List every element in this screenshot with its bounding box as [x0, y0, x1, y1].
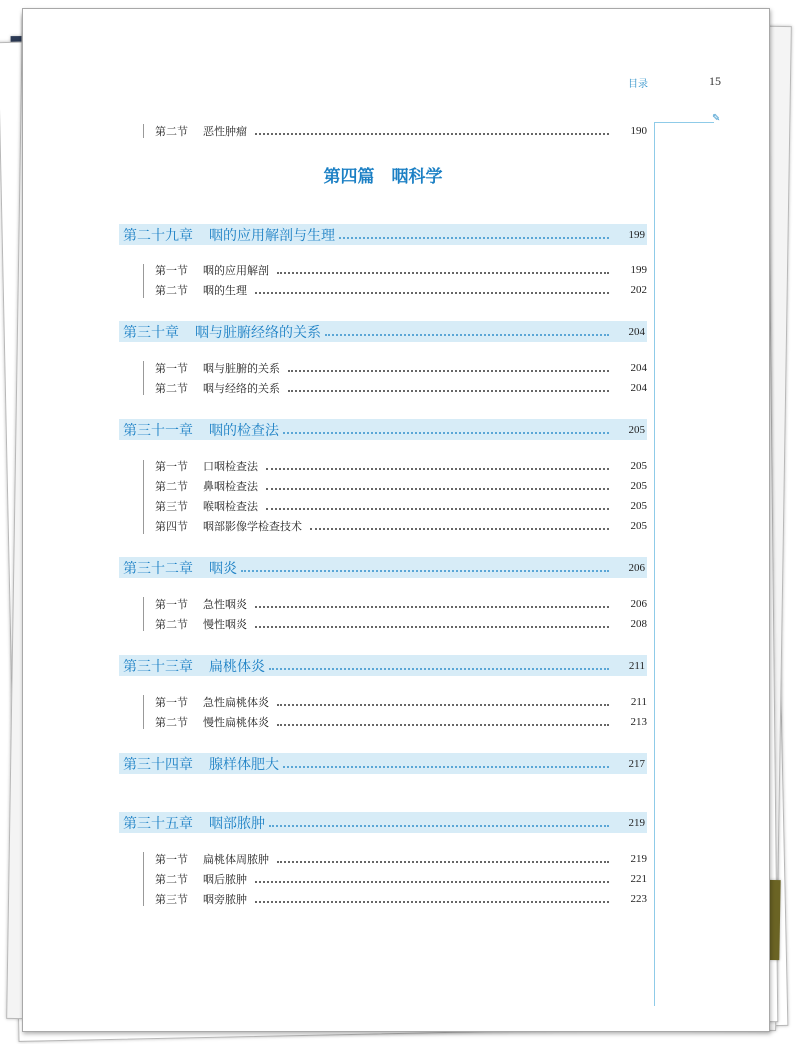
section-number: 第三节	[155, 893, 188, 906]
leader-dots	[277, 861, 609, 863]
leader-dots	[269, 668, 609, 670]
chapter-page: 204	[628, 325, 645, 338]
toc-section-entry[interactable]	[155, 379, 647, 397]
chapter-title: 咽的检查法	[209, 422, 279, 439]
section-number: 第二节	[155, 125, 188, 138]
leader-dots	[288, 390, 609, 392]
section-title: 慢性咽炎	[203, 618, 247, 631]
chapter-number: 第三十章	[123, 324, 179, 341]
section-number: 第二节	[155, 873, 188, 886]
section-bracket	[143, 361, 144, 395]
chapter-number: 第三十三章	[123, 658, 193, 675]
toc-section-entry[interactable]	[155, 457, 647, 475]
toc-chapter-entry[interactable]	[119, 224, 647, 245]
section-title: 扁桃体周脓肿	[203, 853, 269, 866]
section-page: 213	[630, 716, 647, 728]
leader-dots	[339, 237, 609, 239]
part-title: 第四篇 咽科学	[323, 167, 443, 187]
section-page: 204	[630, 382, 647, 394]
section-title: 咽后脓肿	[203, 873, 247, 886]
section-page: 205	[630, 460, 647, 472]
chapter-title: 咽部脓肿	[209, 815, 265, 832]
toc-section-entry[interactable]	[155, 477, 647, 495]
leader-dots	[283, 432, 609, 434]
leader-dots	[255, 901, 609, 903]
section-number: 第二节	[155, 284, 188, 297]
section-bracket	[143, 852, 144, 906]
section-page: 199	[630, 264, 647, 276]
leader-dots	[255, 133, 609, 135]
leader-dots	[277, 272, 609, 274]
section-title: 口咽检查法	[203, 460, 258, 473]
leader-dots	[283, 766, 609, 768]
chapter-page: 199	[628, 228, 645, 241]
section-page: 205	[630, 500, 647, 512]
section-number: 第一节	[155, 362, 188, 375]
section-title: 急性咽炎	[203, 598, 247, 611]
section-bracket	[143, 597, 144, 631]
toc-section-entry[interactable]	[155, 870, 647, 888]
section-title: 喉咽检查法	[203, 500, 258, 513]
section-page: 202	[630, 284, 647, 296]
section-title: 咽部影像学检查技术	[203, 520, 302, 533]
leader-dots	[255, 606, 609, 608]
pen-icon: ✎	[712, 113, 721, 124]
chapter-title: 咽与脏腑经络的关系	[195, 324, 321, 341]
chapter-title: 咽的应用解剖与生理	[209, 227, 335, 244]
section-number: 第一节	[155, 460, 188, 473]
section-page: 190	[630, 125, 647, 137]
chapter-page: 205	[628, 423, 645, 436]
toc-section-entry[interactable]	[155, 850, 647, 868]
chapter-page: 206	[628, 561, 645, 574]
chapter-number: 第三十一章	[123, 422, 193, 439]
page-number: 15	[709, 74, 721, 88]
section-page: 219	[630, 853, 647, 865]
section-title: 鼻咽检查法	[203, 480, 258, 493]
section-number: 第一节	[155, 598, 188, 611]
section-number: 第一节	[155, 264, 188, 277]
section-page: 223	[630, 893, 647, 905]
toc-section-entry[interactable]	[155, 713, 647, 731]
chapter-page: 211	[628, 659, 645, 672]
leader-dots	[325, 334, 609, 336]
toc-section-entry[interactable]	[155, 517, 647, 535]
leader-dots	[266, 508, 609, 510]
section-number: 第四节	[155, 520, 188, 533]
section-bracket	[143, 460, 144, 534]
leader-dots	[241, 570, 609, 572]
section-title: 咽的生理	[203, 284, 247, 297]
section-number: 第一节	[155, 853, 188, 866]
margin-rule	[654, 122, 714, 123]
toc-chapter-entry[interactable]	[119, 753, 647, 774]
chapter-title: 扁桃体炎	[209, 658, 265, 675]
chapter-number: 第三十四章	[123, 756, 193, 773]
chapter-title: 腺样体肥大	[209, 756, 279, 773]
toc-section-entry[interactable]	[155, 595, 647, 613]
chapter-page: 217	[628, 757, 645, 770]
section-title: 咽的应用解剖	[203, 264, 269, 277]
section-number: 第二节	[155, 480, 188, 493]
leader-dots	[277, 724, 609, 726]
section-bracket	[143, 124, 144, 138]
section-number: 第二节	[155, 382, 188, 395]
leader-dots	[255, 626, 609, 628]
section-bracket	[143, 264, 144, 298]
section-title: 急性扁桃体炎	[203, 696, 269, 709]
section-page: 211	[630, 696, 647, 708]
chapter-number: 第三十二章	[123, 560, 193, 577]
leader-dots	[288, 370, 609, 372]
chapter-title: 咽炎	[209, 560, 237, 577]
toc-section-entry[interactable]	[155, 359, 647, 377]
leader-dots	[255, 292, 609, 294]
section-page: 206	[630, 598, 647, 610]
toc-section-entry[interactable]	[155, 890, 647, 908]
toc-chapter-entry[interactable]	[119, 321, 647, 342]
section-page: 221	[630, 873, 647, 885]
toc-section-entry[interactable]	[155, 497, 647, 515]
section-title: 恶性肿瘤	[203, 125, 247, 138]
section-title: 咽与经络的关系	[203, 382, 280, 395]
leader-dots	[266, 468, 609, 470]
leader-dots	[310, 528, 609, 530]
section-page: 208	[630, 618, 647, 630]
toc-section-entry[interactable]	[155, 122, 647, 140]
section-title: 咽旁脓肿	[203, 893, 247, 906]
section-title: 慢性扁桃体炎	[203, 716, 269, 729]
section-page: 204	[630, 362, 647, 374]
toc-section-entry[interactable]	[155, 693, 647, 711]
toc-chapter-entry[interactable]	[119, 419, 647, 440]
section-bracket	[143, 695, 144, 729]
running-head: 目录	[628, 79, 648, 90]
chapter-number: 第三十五章	[123, 815, 193, 832]
toc-chapter-entry[interactable]	[119, 557, 647, 578]
section-number: 第一节	[155, 696, 188, 709]
toc-chapter-entry[interactable]	[119, 655, 647, 676]
margin-rule	[654, 122, 655, 1006]
toc-section-entry[interactable]	[155, 281, 647, 299]
toc-chapter-entry[interactable]	[119, 812, 647, 833]
section-number: 第二节	[155, 618, 188, 631]
leader-dots	[269, 825, 609, 827]
leader-dots	[277, 704, 609, 706]
section-title: 咽与脏腑的关系	[203, 362, 280, 375]
leader-dots	[266, 488, 609, 490]
leader-dots	[255, 881, 609, 883]
section-page: 205	[630, 480, 647, 492]
chapter-page: 219	[628, 816, 645, 829]
section-number: 第三节	[155, 500, 188, 513]
chapter-number: 第二十九章	[123, 227, 193, 244]
section-number: 第二节	[155, 716, 188, 729]
toc-section-entry[interactable]	[155, 615, 647, 633]
section-page: 205	[630, 520, 647, 532]
toc-section-entry[interactable]	[155, 261, 647, 279]
